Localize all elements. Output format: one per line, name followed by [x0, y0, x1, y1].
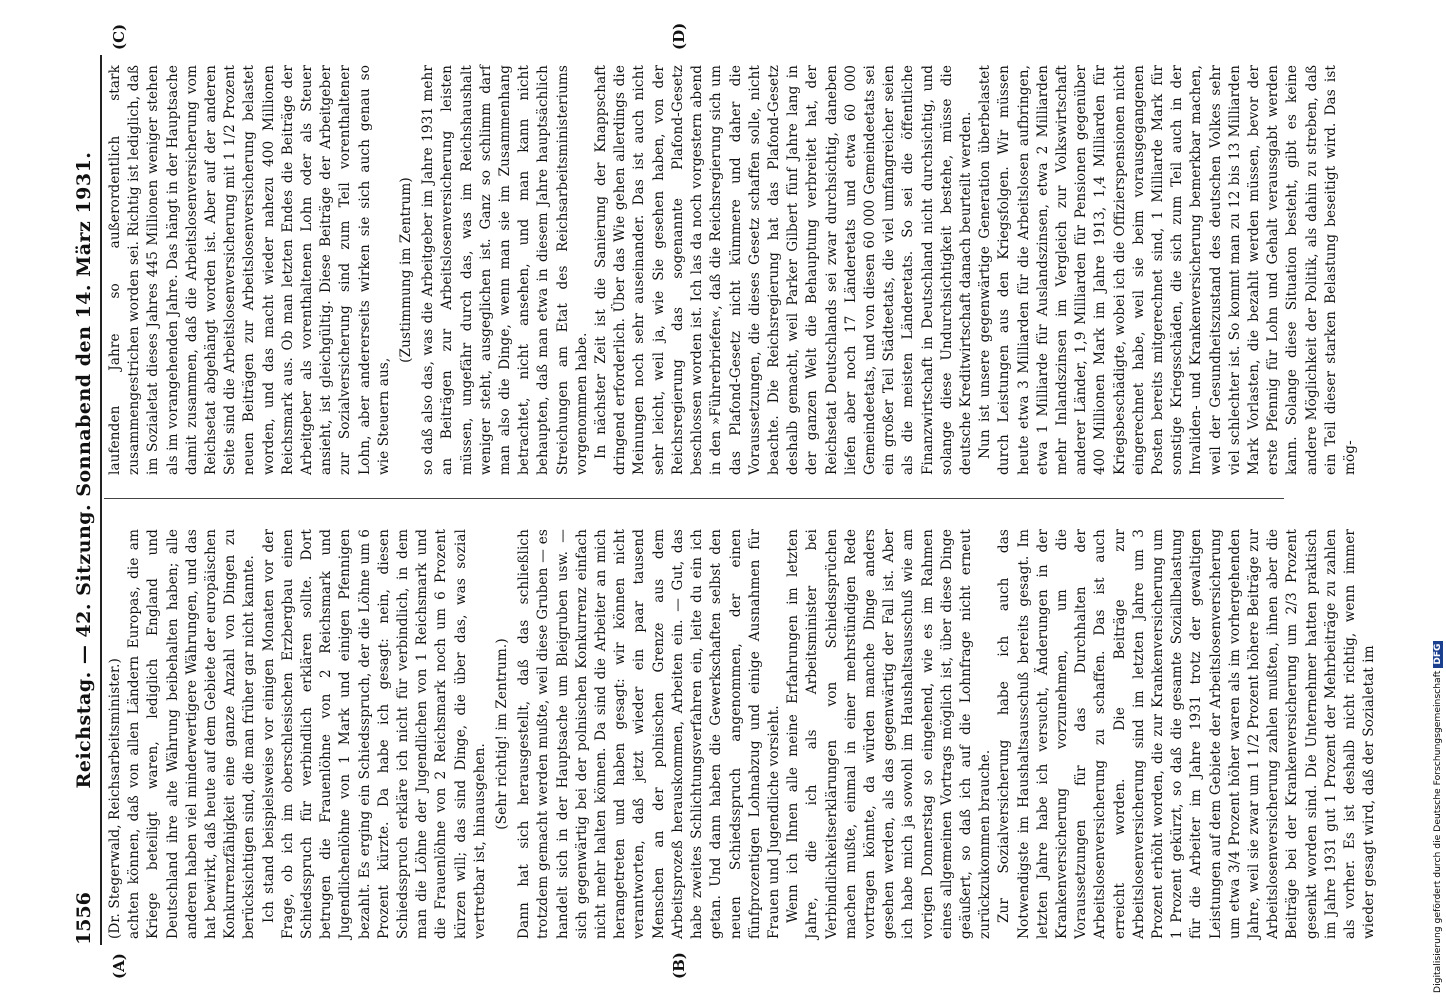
- page-title: Reichstag. — 42. Sitzung. Sonnabend den 14. März 1931.: [73, 151, 95, 789]
- left-column: [106, 529, 1379, 939]
- dfg-logo: DFG: [1433, 641, 1443, 668]
- right-column: [106, 65, 1360, 475]
- dfg-credit: [1418, 8, 1443, 993]
- right-paragraph: (Zustimmung im Zentrum): [398, 177, 415, 363]
- right-paragraph: so daß also das, was die Arbeitgeber im Jahre 1931 mehr an Beiträgen zur Arbeitslosenversicherung leisten müssen, ungefähr durch das, was im Reichshaushalt weniger steht, ausgeglichen ist. Ganz so schlimm darf man also die Dinge, wenn man sie im Zusammenhang betrachtet, nicht ansehen, und man kann nicht behaupten, daß man etwa in diesem Jahre hauptsächlich Streichungen am Etat des Reichsarbeitsministeriums vorgenommen habe.: [420, 65, 590, 475]
- page-header: [70, 55, 98, 945]
- margin-marker-a: (A): [110, 953, 128, 979]
- left-paragraph: (Dr. Stegerwald, Reichsarbeitsminister.): [107, 658, 123, 939]
- margin-marker-d: (D): [670, 22, 688, 50]
- margin-marker-b: (B): [670, 952, 688, 979]
- left-paragraph: Ich stand beispielsweise vor einigen Monaten vor der Frage, ob ich im oberschlesischen Erzbergbau einen Schiedsspruch für verbindlich erklären sollte. Dort betrugen die Frauenlöhne von 2 Reichsmark und Jugendlichenlöhne von 1 Mark und einigen Pfennigen bezahlt. Es erging ein Schiedsspruch, der die Löhne um 6 Prozent kürzte. Da habe ich gesagt: nein, diesen Schiedsspruch erkläre ich nicht für verbindlich, in dem man die Löhne der Jugendlichen von 1 Reichsmark und die Frauenlöhne von 2 Reichsmark noch um 6 Prozent kürzen will; das sind Dinge, die über das, was sozial vertretbar ist, hinausgehen.: [260, 529, 488, 939]
- column-divider: [104, 498, 1284, 499]
- left-paragraph: achten können, daß von allen Ländern Europas, die am Kriege beteiligt waren, lediglich England und Deutschland ihre alte Währung beibehalten haben; alle anderen haben viel minderwertigere Währungen, und das hat bewirkt, daß heute auf dem Gebiete der europäischen Konkurrenzfähigkeit eine ganze Anzahl von Dingen zu berücksichtigen sind, die man früher gar nicht kannte.: [126, 529, 258, 939]
- left-paragraph: (Sehr richtig! im Zentrum.): [494, 638, 511, 830]
- left-paragraph: Wenn ich Ihnen alle meine Erfahrungen im letzten Jahre, die ich als Arbeitsminister bei Verbindlichkeitserklärungen von Schiedssprüchen machen mußte, einmal in einer mehrstündigen Rede vortragen könnte, da würden manche Dinge anders gesehen werden, als das gegenwärtig der Fall ist. Aber ich habe mich ja sowohl im Haushaltsausschuß wie am vorigen Donnerstag so eingehend, wie es im Rahmen eines allgemeinen Vortrags möglich ist, über diese Dinge geäußert, so daß ich auf die Lohnfrage nicht erneut zurückzukommen brauche.: [785, 529, 994, 939]
- left-paragraph: Dann hat sich herausgestellt, daß das schließlich trotzdem gemacht werden mußte, weil diese Gruben — es handelt sich in der Hauptsache um Bleigruben usw. — sich gegenwärtig bei der polnischen Konkurrenz einfach nicht mehr halten können. Da sind die Arbeiter an mich herangetreten und haben gesagt: wir können nicht verantworten, daß jetzt wieder ein paar tausend Menschen an der polnischen Grenze aus dem Arbeitsprozeß herauskommen, Arbeiten ein. — Gut, das habe zweites Schlichtungsverfahren ein, leite du ein ich getan. Und dann haben die Gewerkschaften selbst den neuen Schiedsspruch angenommen, der einen fünfprozentigen Lohnabzug und einige Ausnahmen für Frauen und Jugendliche vorsieht.: [516, 529, 782, 939]
- left-paragraph: Zur Sozialversicherung habe ich auch das Notwendigste im Haushaltsausschuß bereits gesagt. Im letzten Jahre habe ich versucht, Änderungen in der Krankenversicherung vorzunehmen, um die Voraussetzungen für das Durchhalten der Arbeitslosenversicherung zu schaffen. Das ist auch erreicht worden. Die Beiträge zur Arbeitslosenversicherung sind im letzten Jahre um 3 Prozent erhöht worden, die zur Krankenversicherung um 1 Prozent gekürzt, so daß die gesamte Soziallbelastung für die Arbeiter im Jahre 1931 trotz der gewaltigen Leistungen auf dem Gebiete der Arbeitslosenversicherung um etwa 3/4 Prozent höher waren als im vorhergehenden Jahre, weil sie zwar um 1 1/2 Prozent höhere Beiträge zur Arbeitslosenversicherung zahlen mußten, ihnen aber die Beiträge bei der Krankenversicherung um 2/3 Prozent gesenkt worden sind. Die Unternehmer hatten praktisch im Jahre 1931 gut 1 Prozent der Mehrbeiträge zu zahlen als vorher. Es ist deshalb nicht richtig, wenn immer wieder gesagt wird, daß der Sozialetat im: [996, 529, 1378, 939]
- right-paragraph: Nun ist unsere gegenwärtige Generation überbelastet durch Leistungen aus den Kriegsfolgen. Wir müssen heute etwa 3 Milliarden für die Arbeitslosen aufbringen, etwa 1 Milliarde für Auslandszinsen, etwa 2 Milliarden mehr Inlandszinsen im Vergleich zur Volkswirtschaft anderer Länder, 1,9 Milliarden für Pensionen gegenüber 400 Millionen Mark im Jahre 1913, 1,4 Milliarden für Kriegsbeschädigte, wobei ich die Offizierspensionen nicht eingerechnet habe, weil sie beim vorausgegangenen Posten bereits mitgerechnet sind, 1 Milliarde Mark für sonstige Kriegsschäden, die sich zum Teil auch in der Invaliden- und Krankenversicherung bemerkbar machen, weil der Gesundheitszustand des deutschen Volkes sehr viel schlechter ist. So kommt man zu 12 bis 13 Milliarden Mark Vorlasten, die bezahlt werden müssen, bevor der erste Pfennig für Lohn und Gehalt veraussgabt werden kann. Solange diese Situation besteht, gibt es keine andere Möglichkeit der Politik, als dahin zu streben, daß ein Teil dieser starken Belastung beseitigt wird. Das ist mög-: [977, 65, 1358, 475]
- page-number: 1556: [73, 892, 95, 945]
- right-paragraph: In nächster Zeit ist die Sanierung der Knappschaft dringend erforderlich. Über das Wie gehen allerdings die Meinungen noch sehr auseinander. Das ist auch nicht sehr leicht, weil ja, wie Sie gesehen haben, von der Reichsregierung das sogenannte Plafond-Gesetz beschlossen worden ist. Ich las da noch vorgestern abend in den »Führerbriefen«, daß die Reichsregierung sich um das Plafond-Gesetz nicht kümmere und daher die Voraussetzungen, die dieses Gesetz schaffen solle, nicht beachte. Die Reichsregierung hat das Plafond-Gesetz deshalb gemacht, weil Parker Gilbert fünf Jahre lang in der ganzen Welt die Behauptung verbreitet hat, der Reichsetat Deutschlands sei zwar durchsichtig, daneben liefen aber noch 17 Länderetats und etwa 60 000 Gemeindeetats, und von diesen 60 000 Gemeindeetats sei ein großer Teil Städteetats, die viel umfangreicher seien als die meisten Länderetats. So sei die öffentliche Finanzwirtschaft in Deutschland nicht durchsichtig, und solange diese Undurchsichtigkeit bestehe, müsse die deutsche Kreditwirtschaft danach beurteilt werden.: [593, 65, 974, 475]
- header-rule: [100, 55, 102, 945]
- right-paragraph: laufenden Jahre so außerordentlich stark zusammengestrichen worden sei. Richtig ist lediglich, daß im Sozialetat dieses Jahres 445 Millionen weniger stehen als im vorangehenden Jahre. Das hängt in der Hauptsache damit zusammen, daß die Arbeitslosenversicherung vom Reichsetat abgehängt worden ist. Aber auf der anderen Seite sind die Arbeitslosenversicherung mit 1 1/2 Prozent neuen Beiträgen zur Arbeitslosenversicherung belastet worden, und das macht wieder nahezu 400 Millionen Reichsmark aus. Ob man letzten Endes die Beiträge der Arbeitgeber als vorenthaltenen Lohn oder als Steuer ansieht, ist gleichgültig. Diese Beiträge der Arbeitgeber zur Sozialversicherung sind zum Teil vorenthaltener Lohn, aber andererseits wirken sie sich auch genau so wie Steuern aus,: [107, 65, 392, 475]
- margin-marker-c: (C): [110, 23, 128, 50]
- dfg-credit-text: Digitalisierung gefördert durch die Deutsche Forschungsgemeinschaft: [1432, 670, 1443, 993]
- rotated-document: [70, 22, 1378, 979]
